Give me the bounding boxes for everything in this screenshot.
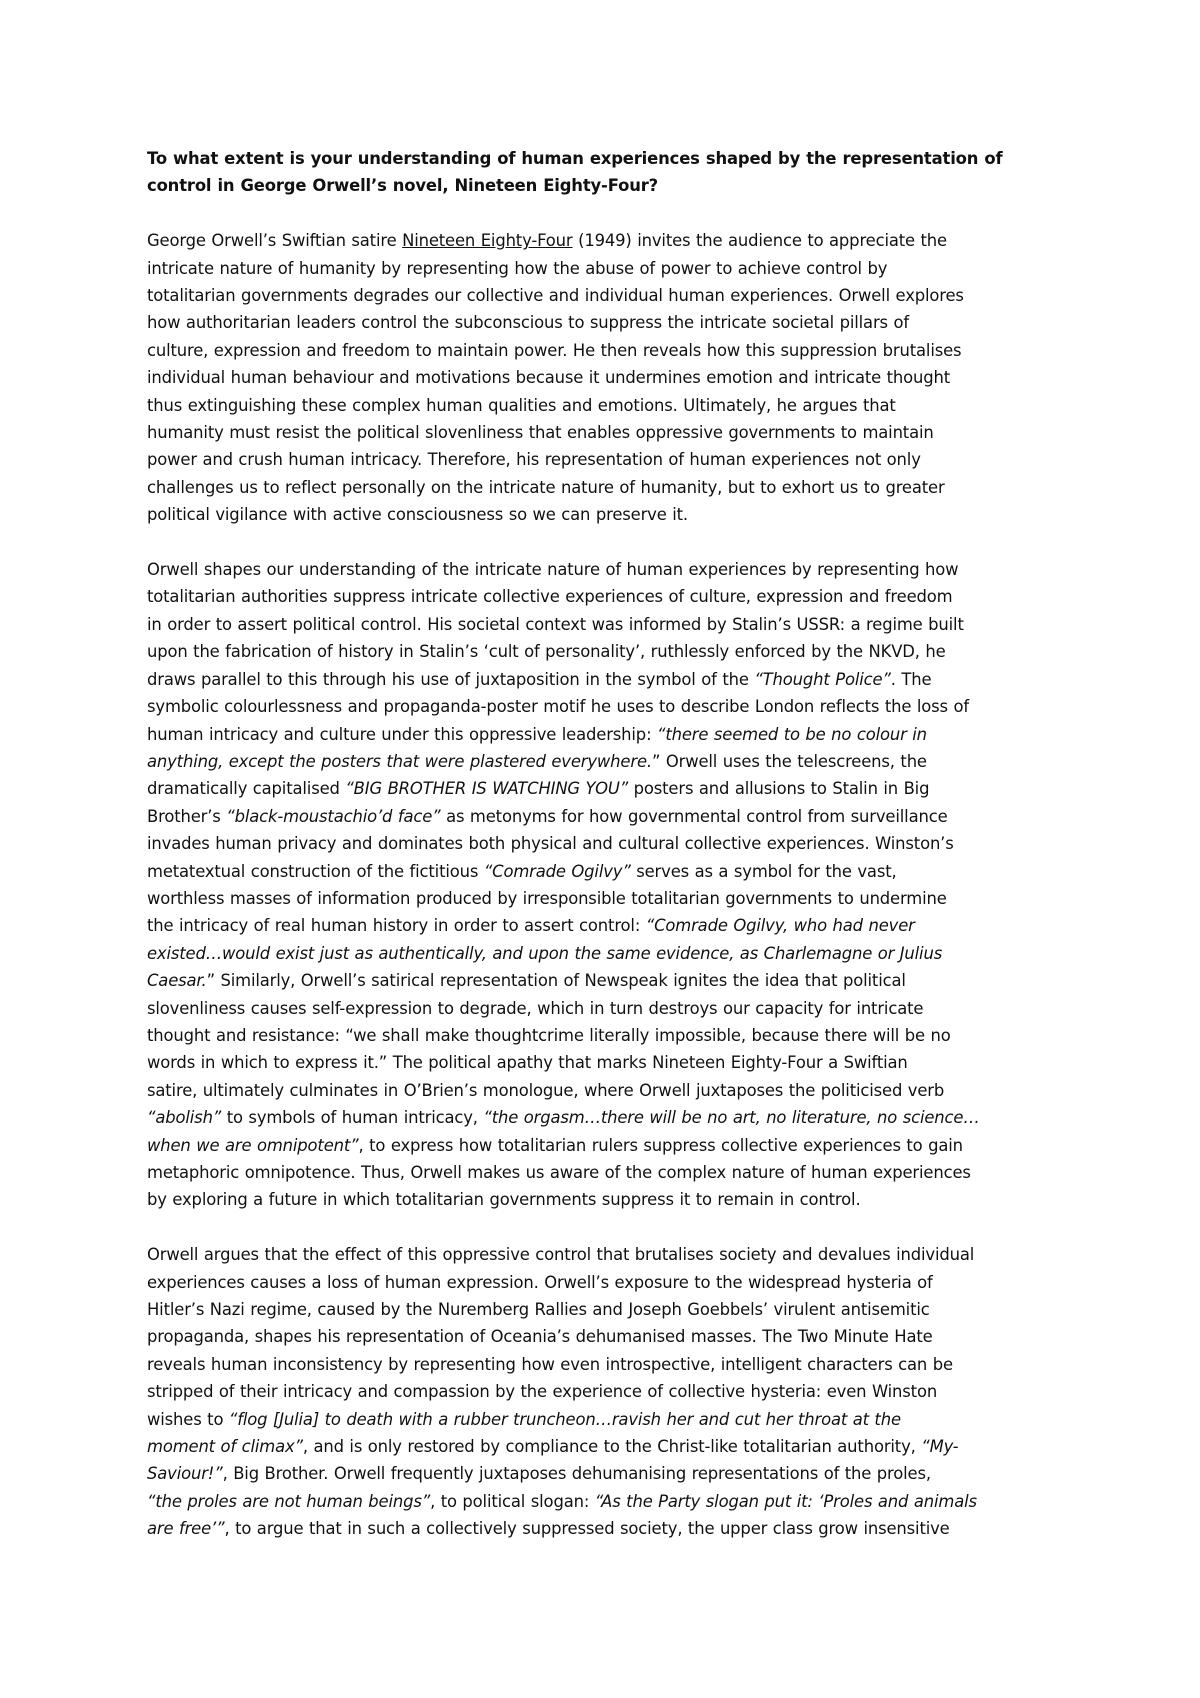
- quote: when we are omnipotent”: [147, 1135, 359, 1155]
- quote: “Comrade Ogilvy, who had never: [645, 916, 915, 936]
- paragraph-line: Caesar.” Similarly, Orwell’s satirical representation of Newspeak ignites the idea that political: [147, 971, 906, 991]
- paragraph-line: slovenliness causes self-expression to degrade, which in turn destroys our capacity for intricate: [147, 998, 924, 1018]
- quote: are free’”: [147, 1519, 225, 1539]
- paragraph-line: thus extinguishing these complex human qualities and emotions. Ultimately, he argues that: [147, 395, 896, 415]
- paragraph-line: words in which to express it.” The political apathy that marks Nineteen Eighty-Four a Swiftian: [147, 1053, 908, 1073]
- paragraph-line: George Orwell’s Swiftian satire Nineteen Eighty-Four (1949) invites the audience to appreciate the: [147, 231, 947, 251]
- quote: “there seemed to be no colour in: [657, 724, 927, 744]
- paragraph-line: Orwell argues that the effect of this oppressive control that brutalises society and devalues individual: [147, 1245, 975, 1265]
- paragraph-line: how authoritarian leaders control the subconscious to suppress the intricate societal pillars of: [147, 313, 909, 333]
- quote: “Comrade Ogilvy”: [483, 861, 631, 881]
- paragraph-line: culture, expression and freedom to maintain power. He then reveals how this suppression brutalises: [147, 340, 962, 360]
- paragraph-line: worthless masses of information produced by irresponsible totalitarian governments to undermine: [147, 888, 947, 908]
- paragraph-line: Brother’s “black-moustachio’d face” as metonyms for how governmental control from surveillance: [147, 806, 948, 826]
- heading-line: To what extent is your understanding of human experiences shaped by the representation of: [147, 149, 1003, 168]
- paragraph-line: Hitler’s Nazi regime, caused by the Nuremberg Rallies and Joseph Goebbels’ virulent antisemitic: [147, 1300, 930, 1320]
- paragraph-line: intricate nature of humanity by representing how the abuse of power to achieve control by: [147, 258, 888, 278]
- quote: anything, except the posters that were plastered everywhere.: [147, 751, 652, 771]
- paragraph-line: propaganda, shapes his representation of Oceania’s dehumanised masses. The Two Minute Hate: [147, 1327, 933, 1347]
- quote: “flog [Julia] to death with a rubber truncheon…ravish her and cut her throat at the: [228, 1409, 901, 1429]
- paragraph-line: reveals human inconsistency by representing how even introspective, intelligent characters can be: [147, 1354, 953, 1374]
- paragraph-line: are free’”, to argue that in such a collectively suppressed society, the upper class grow insensitive: [147, 1519, 950, 1539]
- paragraph-line: experiences causes a loss of human expression. Orwell’s exposure to the widespread hysteria of: [147, 1272, 933, 1292]
- paragraph-line: metaphoric omnipotence. Thus, Orwell makes us aware of the complex nature of human experiences: [147, 1163, 971, 1182]
- paragraph-line: by exploring a future in which totalitarian governments suppress it to remain in control.: [147, 1190, 861, 1210]
- quote: existed…would exist just as authentically, and upon the same evidence, as Charlemagne or Julius: [147, 943, 943, 963]
- quote: “As the Party slogan put it: ‘Proles and animals: [594, 1491, 977, 1511]
- paragraph-line: political vigilance with active consciousness so we can preserve it.: [147, 505, 688, 525]
- quote: “My-: [921, 1437, 959, 1457]
- paragraph-line: totalitarian authorities suppress intricate collective experiences of culture, expression and freedom: [147, 587, 953, 607]
- quote: “the proles are not human beings”: [147, 1491, 431, 1511]
- paragraph-line: satire, ultimately culminates in O’Brien’s monologue, where Orwell juxtaposes the politicised verb: [147, 1080, 945, 1100]
- paragraph-line: individual human behaviour and motivations because it undermines emotion and intricate thought: [147, 368, 951, 388]
- paragraph-line: power and crush human intricacy. Therefore, his representation of human experiences not only: [147, 450, 921, 470]
- paragraph-line: metatextual construction of the fictitious “Comrade Ogilvy” serves as a symbol for the vast,: [147, 861, 897, 881]
- paragraph-line: upon the fabrication of history in Stalin’s ‘cult of personality’, ruthlessly enforced by the NKVD, he: [147, 642, 946, 662]
- paragraph-line: draws parallel to this through his use of juxtaposition in the symbol of the “Thought Police”. The: [147, 669, 932, 689]
- quote: “abolish”: [147, 1108, 222, 1128]
- paragraph-line: stripped of their intricacy and compassion by the experience of collective hysteria: even Winston: [147, 1382, 938, 1402]
- paragraph-line: humanity must resist the political slovenliness that enables oppressive governments to maintain: [147, 423, 934, 443]
- paragraph-line: symbolic colourlessness and propaganda-poster motif he uses to describe London reflects the loss of: [147, 697, 970, 717]
- quote: Saviour!”: [147, 1464, 223, 1484]
- essay-body: [147, 145, 1067, 1570]
- paragraph-line: Orwell shapes our understanding of the intricate nature of human experiences by representing how: [147, 560, 959, 580]
- body-paragraph-2: [147, 1241, 1067, 1542]
- paragraph-line: moment of climax”, and is only restored by compliance to the Christ-like totalitarian authority, “My-: [147, 1437, 959, 1457]
- introduction-paragraph: [147, 227, 1067, 528]
- paragraph-line: Saviour!”, Big Brother. Orwell frequently juxtaposes dehumanising representations of the proles,: [147, 1464, 931, 1484]
- quote: moment of climax”: [147, 1437, 303, 1457]
- novel-title-underlined: Nineteen Eighty-Four: [402, 231, 573, 251]
- paragraph-line: anything, except the posters that were plastered everywhere.” Orwell uses the telescreens, the: [147, 751, 927, 771]
- quote: Caesar.: [147, 971, 207, 991]
- quote: “BIG BROTHER IS WATCHING YOU”: [345, 779, 629, 799]
- paragraph-line: “abolish” to symbols of human intricacy, “the orgasm…there will be no art, no literature, no science…: [147, 1108, 980, 1128]
- paragraph-line: dramatically capitalised “BIG BROTHER IS WATCHING YOU” posters and allusions to Stalin in Big: [147, 779, 930, 799]
- essay-question-heading: [147, 145, 1067, 200]
- heading-line: control in George Orwell’s novel, Nineteen Eighty-Four?: [147, 176, 658, 196]
- quote: “Thought Police”: [754, 669, 891, 689]
- paragraph-line: in order to assert political control. His societal context was informed by Stalin’s USSR: a regime built: [147, 614, 964, 634]
- paragraph-line: the intricacy of real human history in order to assert control: “Comrade Ogilvy, who had never: [147, 916, 915, 936]
- quote: “black-moustachio’d face”: [226, 806, 441, 826]
- paragraph-line: wishes to “flog [Julia] to death with a rubber truncheon…ravish her and cut her throat at the: [147, 1409, 901, 1429]
- paragraph-line: challenges us to reflect personally on the intricate nature of humanity, but to exhort us to greater: [147, 477, 945, 497]
- paragraph-line: [147, 940, 1067, 967]
- quote: “the orgasm…there will be no art, no literature, no science…: [483, 1108, 980, 1128]
- body-paragraph-1: [147, 556, 1067, 1214]
- paragraph-line: “the proles are not human beings”, to political slogan: “As the Party slogan put it: ‘Proles and animals: [147, 1491, 977, 1511]
- paragraph-line: thought and resistance: “we shall make thoughtcrime literally impossible, because there will be no: [147, 1025, 951, 1045]
- paragraph-line: totalitarian governments degrades our collective and individual human experiences. Orwell explores: [147, 286, 964, 306]
- paragraph-line: when we are omnipotent”, to express how totalitarian rulers suppress collective experiences to gain: [147, 1135, 963, 1155]
- paragraph-line: invades human privacy and dominates both physical and cultural collective experiences. Winston’s: [147, 834, 954, 854]
- paragraph-line: human intricacy and culture under this oppressive leadership: “there seemed to be no colour in: [147, 724, 927, 744]
